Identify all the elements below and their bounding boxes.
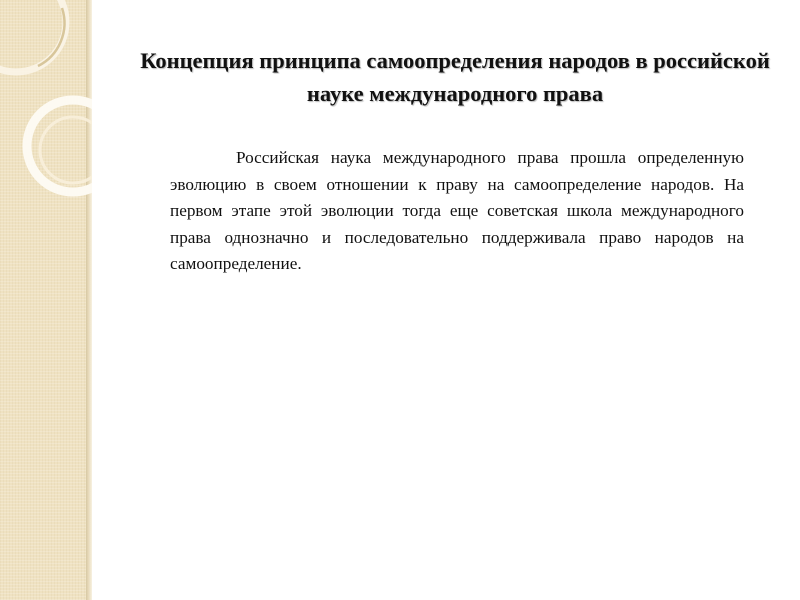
decorative-ring-large [27, 100, 92, 192]
decorative-ring-top [0, 0, 66, 72]
slide-title: Концепция принципа самоопределения народов в российской науке международного права [140, 48, 770, 106]
decorative-rings [0, 0, 92, 600]
decorative-ring-inner [40, 117, 92, 183]
slide-body-paragraph: Российская наука международного права прошла определенную эволюцию в своем отношении к праву на самоопределение народов. На первом этапе этой эволюции тогда еще советская школа международного права однозначно и последовательно поддерживала право народов на самоопределение. [170, 148, 744, 274]
